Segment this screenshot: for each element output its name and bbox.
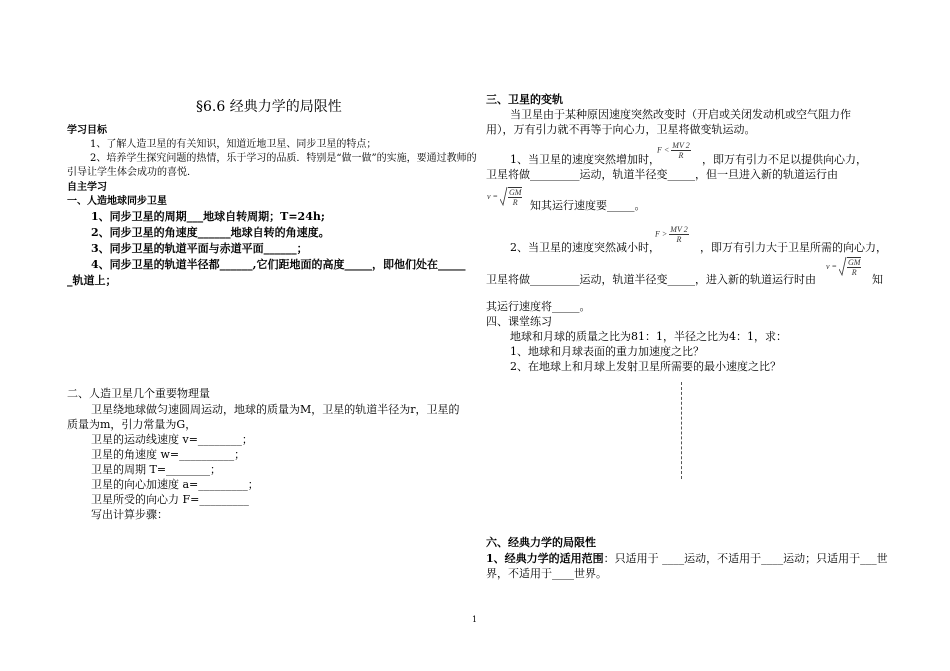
linear-velocity-blank: 卫星的运动线速度 v=________； <box>91 433 253 446</box>
formula-denominator: R <box>676 235 682 244</box>
orbit-change-2-line3: 其运行速度将_____。 <box>486 300 591 313</box>
formula-v-sqrt-gm-r-1 <box>487 187 522 207</box>
centripetal-acceleration-blank: 卫星的向心加速度 a=_________； <box>91 478 259 491</box>
self-study-heading: 自主学习 <box>67 182 107 193</box>
sync-satellite-item-4-line2: _轨道上； <box>67 274 117 287</box>
calculation-steps-prompt: 写出计算步骤： <box>91 508 168 521</box>
orbit-change-1-line1-end: ，即万有引力不足以提供向心力， <box>702 153 867 166</box>
section-3-heading: 三、卫星的变轨 <box>486 93 563 106</box>
formula-denominator: R <box>678 151 684 160</box>
formula-f-less-than <box>657 141 691 160</box>
sync-satellite-item-1: 1、同步卫星的周期___地球自转周期；T=24h; <box>91 210 325 223</box>
goal-2-line2: 引导让学生体会成功的喜悦． <box>67 167 197 178</box>
sync-satellite-item-4-line1: 4、同步卫星的轨道半径都______,它们距地面的高度_____，即他们处在_____ <box>91 258 466 271</box>
formula-numerator: MV 2 <box>672 141 690 150</box>
section-4-heading: 四、课堂练习 <box>486 315 552 328</box>
scope-label: 1、经典力学的适用范围 <box>486 552 604 565</box>
orbit-change-1-line1: 1、当卫星的速度突然增加时， <box>510 153 660 166</box>
goals-heading: 学习目标 <box>67 125 107 136</box>
section-6-heading: 六、经典力学的局限性 <box>486 536 596 549</box>
classical-mechanics-scope-line1 <box>486 552 888 566</box>
section-2-heading: 二、人造卫星几个重要物理量 <box>67 387 210 400</box>
period-blank: 卫星的周期 T=________； <box>91 463 222 476</box>
formula-numerator: MV 2 <box>670 225 688 234</box>
formula-denominator: R <box>851 268 857 277</box>
section-2-intro-line1: 卫星绕地球做匀速圆周运动，地球的质量为M，卫星的轨道半径为r，卫星的 <box>91 403 460 416</box>
orbit-change-2-line1: 2、当卫星的速度突然减小时， <box>510 241 660 254</box>
orbit-change-2-line1-end: ，即万有引力大于卫星所需的向心力， <box>700 241 887 254</box>
formula-lhs: F > <box>655 229 668 239</box>
sync-satellite-item-3: 3、同步卫星的轨道平面与赤道平面______； <box>91 242 308 255</box>
page-title: §6.6 经典力学的局限性 <box>196 99 342 115</box>
formula-numerator: GM <box>847 258 861 267</box>
scope-text: ：只适用于 ____运动，不适用于____运动；只适用于___世 <box>603 552 888 565</box>
goal-2-line1: 2、培养学生探究问题的热情，乐于学习的品质．特别是“做一做”的实施，要通过教师的 <box>90 153 477 164</box>
section-3-intro-line1: 当卫星由于某种原因速度突然改变时（开启或关闭发动机或空气阻力作 <box>510 108 851 121</box>
formula-f-greater-than <box>655 225 689 244</box>
page-number: 1 <box>472 615 478 624</box>
formula-lhs: v = <box>826 261 837 271</box>
sync-satellite-item-2: 2、同步卫星的角速度______地球自转的角速度。 <box>91 226 330 239</box>
exercise-intro: 地球和月球的质量之比为81：1，半径之比为4：1，求： <box>510 330 787 343</box>
column-divider <box>681 382 682 479</box>
section-2-intro-line2: 质量为m，引力常量为G， <box>67 418 197 431</box>
sqrt-icon <box>500 187 508 207</box>
formula-v-sqrt-gm-r-2 <box>826 257 861 277</box>
classical-mechanics-scope-line2: 界，不适用于____世界。 <box>486 567 607 580</box>
section-1-heading: 一、人造地球同步卫星 <box>67 196 167 207</box>
section-3-intro-line2: 用），万有引力就不再等于向心力，卫星将做变轨运动。 <box>486 123 756 136</box>
angular-velocity-blank: 卫星的角速度 w=__________； <box>91 448 246 461</box>
formula-lhs: F < <box>657 145 670 155</box>
centripetal-force-blank: 卫星所受的向心力 F=_________ <box>91 493 249 506</box>
formula-lhs: v = <box>487 191 498 201</box>
orbit-change-1-line2: 卫星将做_________运动，轨道半径变_____，但一旦进入新的轨道运行由 <box>486 168 838 181</box>
exercise-question-2: 2、在地球上和月球上发射卫星所需要的最小速度之比？ <box>510 360 781 373</box>
formula-denominator: R <box>512 198 518 207</box>
orbit-change-1-line3: 知其运行速度要_____。 <box>530 199 646 212</box>
orbit-change-2-line2-end: 知 <box>872 273 883 286</box>
formula-numerator: GM <box>508 188 522 197</box>
sqrt-icon <box>839 257 847 277</box>
exercise-question-1: 1、地球和月球表面的重力加速度之比？ <box>510 345 704 358</box>
orbit-change-2-line2: 卫星将做_________运动，轨道半径变_____，进入新的轨道运行时由 <box>486 273 816 286</box>
goal-1: 1、了解人造卫星的有关知识，知道近地卫星、同步卫星的特点； <box>90 139 377 150</box>
